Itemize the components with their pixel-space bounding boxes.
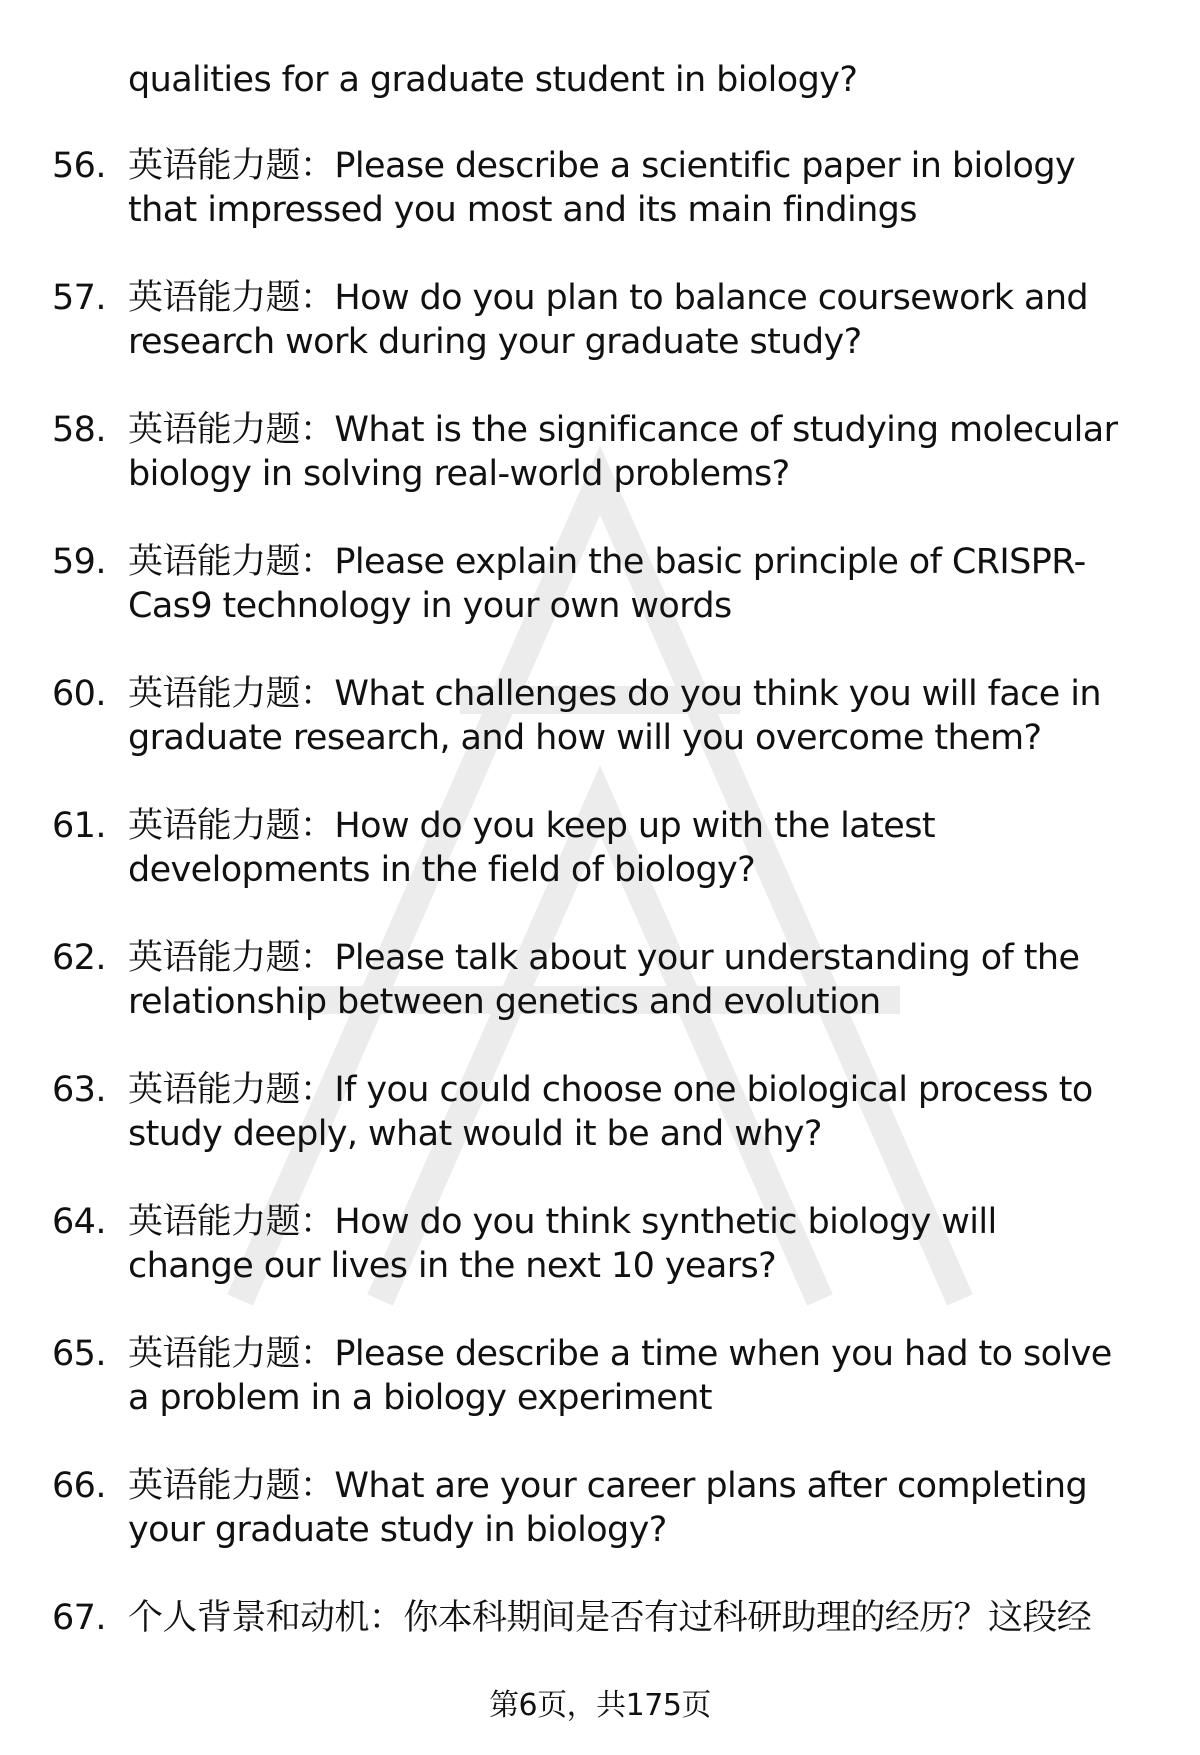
question-line: 英语能力题：If you could choose one biological process to <box>128 1070 1093 1110</box>
question-category: 英语能力题： <box>128 278 335 318</box>
question-number: 58. <box>52 410 106 450</box>
question-number: 63. <box>52 1070 106 1110</box>
page-number-footer: 第6页，共175页 <box>489 1688 711 1723</box>
question-line: change our lives in the next 10 years? <box>128 1246 777 1286</box>
question-line: 英语能力题：Please describe a time when you had to solve <box>128 1334 1112 1374</box>
question-category: 英语能力题： <box>128 806 335 846</box>
question-text <box>128 1332 1148 1420</box>
question-line: 英语能力题：What challenges do you think you will face in <box>128 674 1101 714</box>
question-number: 57. <box>52 278 106 318</box>
question-category: 个人背景和动机： <box>128 1598 404 1638</box>
question-item <box>0 276 1200 408</box>
question-line: 英语能力题：How do you plan to balance coursework and <box>128 278 1089 318</box>
question-item <box>0 1332 1200 1464</box>
question-text <box>128 1464 1148 1552</box>
question-number: 66. <box>52 1466 106 1506</box>
question-category: 英语能力题： <box>128 938 335 978</box>
question-line: research work during your graduate study? <box>128 322 862 362</box>
question-line: 英语能力题：How do you think synthetic biology will <box>128 1202 997 1242</box>
continuation-text: qualities for a graduate student in biology? <box>128 60 858 100</box>
question-text <box>128 936 1148 1024</box>
question-category: 英语能力题： <box>128 1466 335 1506</box>
question-item <box>0 936 1200 1068</box>
question-line: 英语能力题：What is the significance of studying molecular <box>128 410 1118 450</box>
question-item <box>0 144 1200 276</box>
question-line: developments in the field of biology? <box>128 850 756 890</box>
question-number: 65. <box>52 1334 106 1374</box>
question-line: that impressed you most and its main findings <box>128 190 917 230</box>
question-line: graduate research, and how will you overcome them? <box>128 718 1042 758</box>
question-text <box>128 1068 1148 1156</box>
question-line: biology in solving real-world problems? <box>128 454 790 494</box>
question-item <box>0 804 1200 936</box>
question-category: 英语能力题： <box>128 1070 335 1110</box>
question-item <box>0 408 1200 540</box>
question-item <box>0 1464 1200 1596</box>
question-line: 英语能力题：Please talk about your understanding of the <box>128 938 1080 978</box>
question-number: 67. <box>52 1598 106 1638</box>
question-item <box>0 1200 1200 1332</box>
question-line: 英语能力题：Please explain the basic principle of CRISPR- <box>128 542 1086 582</box>
question-text <box>128 1200 1148 1288</box>
question-category: 英语能力题： <box>128 542 335 582</box>
question-text <box>128 408 1148 496</box>
question-number: 56. <box>52 146 106 186</box>
question-number: 59. <box>52 542 106 582</box>
question-line: 个人背景和动机：你本科期间是否有过科研助理的经历？这段经 <box>128 1598 1092 1638</box>
question-line: study deeply, what would it be and why? <box>128 1114 822 1154</box>
question-category: 英语能力题： <box>128 146 335 186</box>
question-number: 60. <box>52 674 106 714</box>
question-number: 64. <box>52 1202 106 1242</box>
question-text <box>128 540 1148 628</box>
question-category: 英语能力题： <box>128 1202 335 1242</box>
question-category: 英语能力题： <box>128 674 335 714</box>
question-number: 62. <box>52 938 106 978</box>
question-text <box>128 804 1148 892</box>
question-line: relationship between genetics and evolution <box>128 982 881 1022</box>
question-item <box>0 672 1200 804</box>
question-text <box>128 276 1148 364</box>
question-item <box>0 540 1200 672</box>
question-number: 61. <box>52 806 106 846</box>
question-category: 英语能力题： <box>128 410 335 450</box>
question-item <box>0 1068 1200 1200</box>
question-list <box>0 144 1200 1656</box>
question-line: 英语能力题：What are your career plans after completing <box>128 1466 1088 1506</box>
question-text <box>128 144 1148 232</box>
question-line: your graduate study in biology? <box>128 1510 667 1550</box>
question-line: 英语能力题：How do you keep up with the latest <box>128 806 935 846</box>
question-line: Cas9 technology in your own words <box>128 586 732 626</box>
question-text <box>128 672 1148 760</box>
question-category: 英语能力题： <box>128 1334 335 1374</box>
question-line: a problem in a biology experiment <box>128 1378 712 1418</box>
question-text <box>128 1596 1148 1640</box>
question-line: 英语能力题：Please describe a scientific paper in biology <box>128 146 1076 186</box>
question-item <box>0 1596 1200 1656</box>
